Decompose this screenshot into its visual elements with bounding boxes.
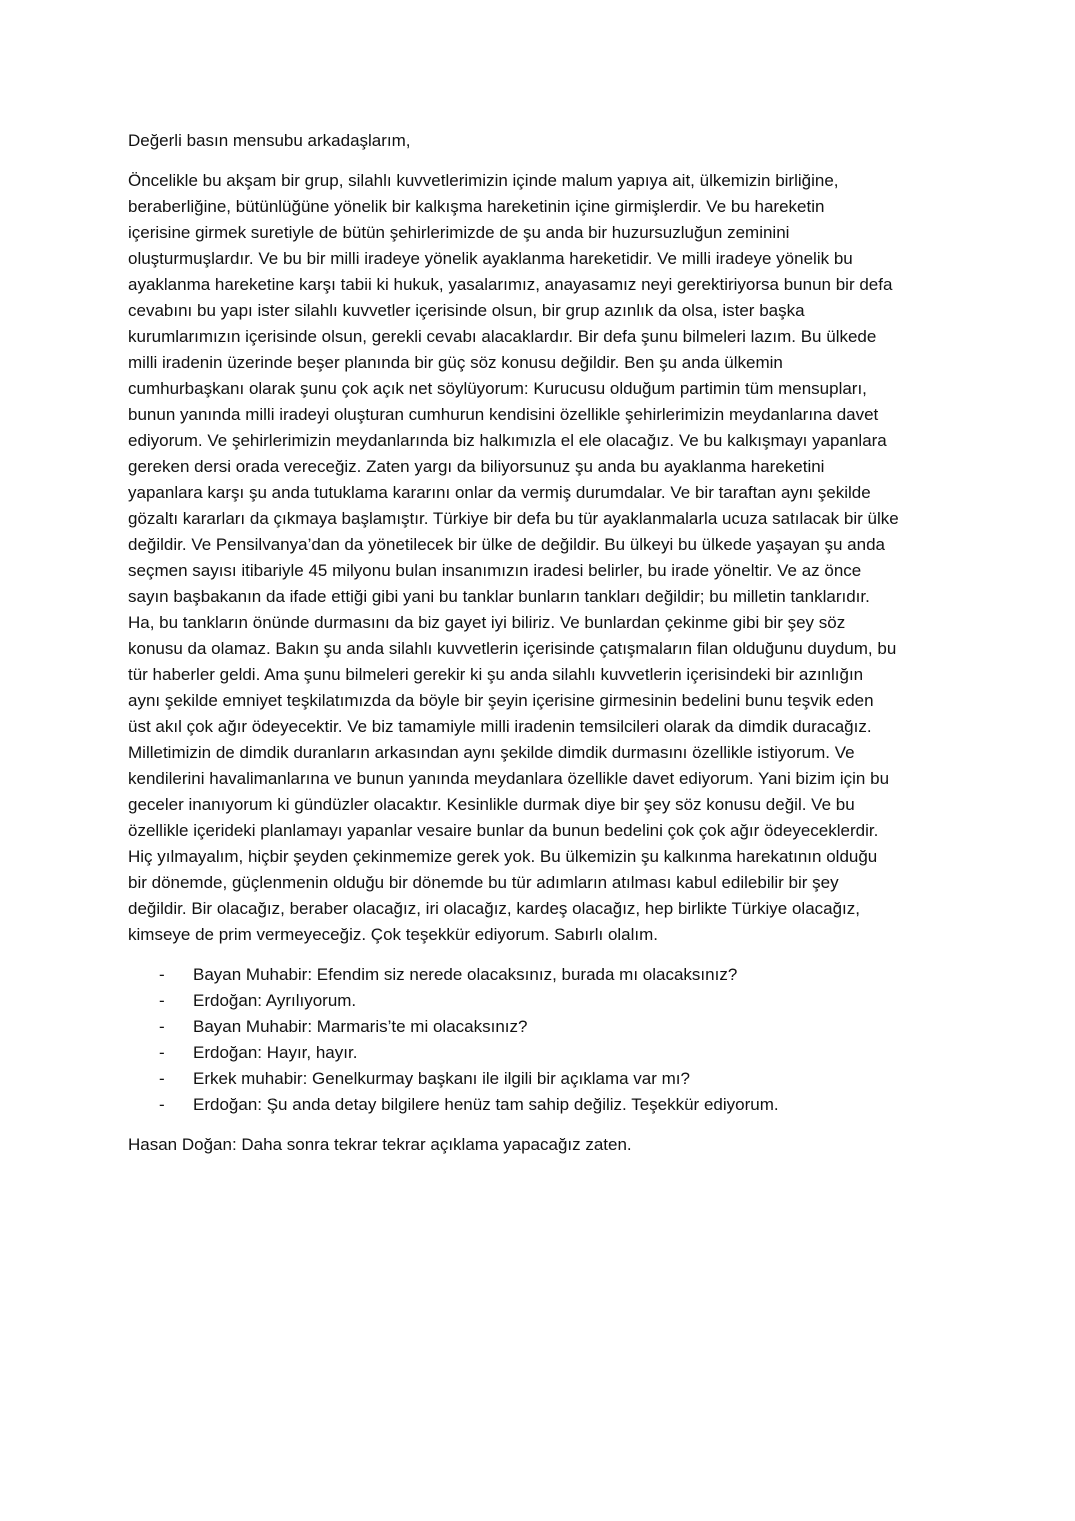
paragraph-line: gereken dersi orada vereceğiz. Zaten yargı da biliyorsunuz şu anda bu ayaklanma hareketini — [128, 457, 825, 476]
paragraph-line: değildir. Ve Pensilvanya’dan da yönetilecek bir ülke de değildir. Bu ülkeyi bu ülkede yaşayan şu anda — [128, 535, 885, 554]
dialogue-item — [128, 1040, 958, 1066]
paragraph-line: Hiç yılmayalım, hiçbir şeyden çekinmemize gerek yok. Bu ülkemizin şu kalkınma harekatının olduğu — [128, 847, 878, 866]
paragraph-line: üst akıl çok ağır ödeyecektir. Ve biz tamamiyle milli iradenin temsilcileri olarak da dimdik duracağız. — [128, 717, 872, 736]
list-dash: - — [159, 1043, 165, 1062]
paragraph-line: Milletimizin de dimdik duranların arkasından aynı şekilde dimdik durmasını özellikle istiyorum. Ve — [128, 743, 855, 762]
dialogue-item — [128, 1066, 958, 1092]
paragraph-line: tür haberler geldi. Ama şunu bilmeleri gerekir ki şu anda silahlı kuvvetlerin içerisindeki bir azınlığın — [128, 665, 864, 684]
dialogue-text: Erdoğan: Ayrılıyorum. — [193, 991, 357, 1010]
closing-line: Hasan Doğan: Daha sonra tekrar tekrar açıklama yapacağız zaten. — [128, 1135, 632, 1154]
list-dash: - — [159, 1017, 165, 1036]
paragraph-line: geceler inanıyorum ki gündüzler olacaktır. Kesinlikle durmak diye bir şey söz konusu değil. Ve bu — [128, 795, 855, 814]
paragraph-line: içerisine girmek suretiyle de bütün şehirlerimizde de şu anda bir huzursuzluğun zeminini — [128, 223, 790, 242]
list-dash: - — [159, 965, 165, 984]
paragraph-line: kendilerini havalimanlarına ve bunun yanında meydanlara özellikle davet ediyorum. Yani bizim için bu — [128, 769, 890, 788]
dialogue-item — [128, 962, 958, 988]
list-dash: - — [159, 1069, 165, 1088]
paragraph-line: beraberliğine, bütünlüğüne yönelik bir kalkışma hareketinin içine girmişlerdir. Ve bu hareketin — [128, 197, 825, 216]
paragraph-line: ayaklanma hareketine karşı tabii ki hukuk, yasalarımız, anayasamız neyi gerektiriyorsa bunun bir defa — [128, 275, 893, 294]
paragraph-line: cumhurbaşkanı olarak şunu çok açık net söylüyorum: Kurucusu olduğum partimin tüm mensupları, — [128, 379, 867, 398]
dialogue-item — [128, 1014, 958, 1040]
paragraph-line: cevabını bu yapı ister silahlı kuvvetler içerisinde olsun, bir grup azınlık da olsa, ister başka — [128, 301, 805, 320]
dialogue-item — [128, 988, 958, 1014]
dialogue-text: Erdoğan: Şu anda detay bilgilere henüz tam sahip değiliz. Teşekkür ediyorum. — [193, 1095, 779, 1114]
dialogue-text: Erdoğan: Hayır, hayır. — [193, 1043, 358, 1062]
document-page — [128, 128, 958, 1158]
dialogue-text: Bayan Muhabir: Efendim siz nerede olacaksınız, burada mı olacaksınız? — [193, 965, 738, 984]
paragraph-line: bir dönemde, güçlenmenin olduğu bir dönemde bu tür adımların atılması kabul edilebilir bir şey — [128, 873, 839, 892]
paragraph-line: milli iradenin üzerinde beşer planında bir güç söz konusu değildir. Ben şu anda ülkemin — [128, 353, 783, 372]
paragraph-line: kurumlarımızın içerisinde olsun, gerekli cevabı alacaklardır. Bir defa şunu bilmeleri lazım. Bu ülkede — [128, 327, 877, 346]
speech-paragraph — [128, 168, 958, 948]
paragraph-line: özellikle içerideki planlamayı yapanlar vesaire bunlar da bunun bedelini çok çok ağır ödeyeceklerdir. — [128, 821, 879, 840]
paragraph-line: Öncelikle bu akşam bir grup, silahlı kuvvetlerimizin içinde malum yapıya ait, ülkemizin birliğine, — [128, 171, 839, 190]
paragraph-line: yapanlara karşı şu anda tutuklama kararını onlar da vermiş durumdalar. Ve bir taraftan aynı şekilde — [128, 483, 871, 502]
dialogue-text: Erkek muhabir: Genelkurmay başkanı ile ilgili bir açıklama var mı? — [193, 1069, 690, 1088]
dialogue-list — [128, 962, 958, 1118]
paragraph-line: aynı şekilde emniyet teşkilatımızda da böyle bir şeyin içerisine girmesinin bedelini bunu teşvik eden — [128, 691, 874, 710]
paragraph-line: seçmen sayısı itibariyle 45 milyonu bulan insanımızın iradesi belirler, bu irade yöneltir. Ve az önce — [128, 561, 862, 580]
paragraph-line: Ha, bu tankların önünde durmasını da biz gayet iyi biliriz. Ve bunlardan çekinme gibi bir şey söz — [128, 613, 846, 632]
paragraph-line: sayın başbakanın da ifade ettiği gibi yani bu tanklar bunların tankları değildir; bu milletin tanklarıdır. — [128, 587, 870, 606]
dialogue-text: Bayan Muhabir: Marmaris’te mi olacaksınız? — [193, 1017, 528, 1036]
dialogue-item — [128, 1092, 958, 1118]
list-dash: - — [159, 1095, 165, 1114]
paragraph-line: kimseye de prim vermeyeceğiz. Çok teşekkür ediyorum. Sabırlı olalım. — [128, 925, 659, 944]
paragraph-line: değildir. Bir olacağız, beraber olacağız, iri olacağız, kardeş olacağız, hep birlikte Türkiye olacağız, — [128, 899, 861, 918]
paragraph-line: gözaltı kararları da çıkmaya başlamıştır. Türkiye bir defa bu tür ayaklanmalarla ucuza satılacak bir ülke — [128, 509, 899, 528]
paragraph-line: ediyorum. Ve şehirlerimizin meydanlarında biz halkımızla el ele olacağız. Ve bu kalkışmayı yapanlara — [128, 431, 887, 450]
paragraph-line: konusu da olamaz. Bakın şu anda silahlı kuvvetlerin içerisinde çatışmaların filan olduğunu duydum, bu — [128, 639, 897, 658]
salutation: Değerli basın mensubu arkadaşlarım, — [128, 131, 411, 150]
paragraph-line: bunun yanında milli iradeyi oluşturan cumhurun kendisini özellikle şehirlerimizin meydanlarına davet — [128, 405, 879, 424]
paragraph-line: oluşturmuşlardır. Ve bu bir milli iradeye yönelik ayaklanma hareketidir. Ve milli iradeye yönelik bu — [128, 249, 853, 268]
list-dash: - — [159, 991, 165, 1010]
